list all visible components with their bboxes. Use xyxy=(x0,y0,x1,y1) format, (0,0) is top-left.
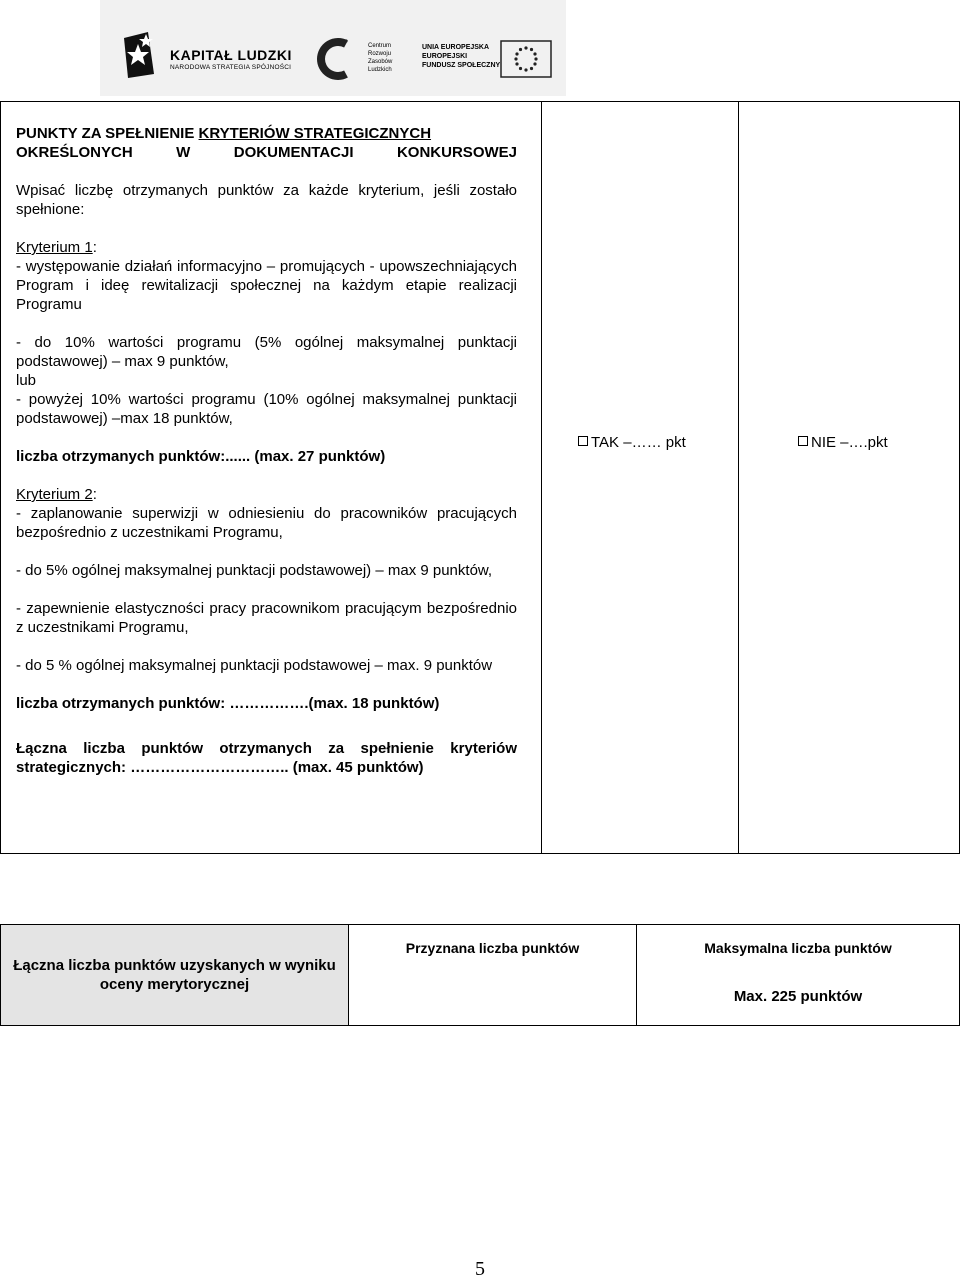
criterion-2-option-2: - do 5 % ogólnej maksymalnej punktacji podstawowej – max. 9 punktów xyxy=(16,657,493,674)
strategic-total-line: Łączna liczba punktów otrzymanych za spełnienie kryteriów strategicznych: ………………………….. (max. 45 punktów) xyxy=(16,740,517,776)
nie-checkbox[interactable] xyxy=(798,436,808,446)
kapital-ludzki-subtitle: NARODOWA STRATEGIA SPÓJNOŚCI xyxy=(170,64,292,71)
criterion-2-title: Kryterium 2: xyxy=(16,486,97,503)
criterion-1-option-2: - powyżej 10% wartości programu (10% ogólnej maksymalnej punktacji podstawowej) –max 18 punktów, xyxy=(16,391,517,427)
column-divider xyxy=(738,102,739,853)
criterion-1-option-1: - do 10% wartości programu (5% ogólnej maksymalnej punktacji podstawowej) – max 9 punktów, xyxy=(16,334,517,370)
logo-header xyxy=(100,0,566,96)
section-heading: PUNKTY ZA SPEŁNIENIE KRYTERIÓW STRATEGICZNYCH OKREŚLONYCH W DOKUMENTACJI KONKURSOWEJ xyxy=(16,125,517,161)
strategic-criteria-table xyxy=(0,101,960,854)
awarded-points-header: Przyznana liczba punktów xyxy=(405,940,580,956)
max-points-value: Max. 225 punktów xyxy=(733,988,863,1005)
max-points-header: Maksymalna liczba punktów xyxy=(704,940,892,956)
crzl-logo-text: Centrum Rozwoju Zasobów Ludzkich xyxy=(368,43,393,73)
awarded-points-column xyxy=(349,925,636,1025)
summary-label-cell: Łączna liczba punktów uzyskanych w wyniku oceny merytorycznej xyxy=(1,925,349,1025)
criterion-1-description: - występowanie działań informacyjno – promujących - upowszechniających Program i ideę rewitalizacji społecznej na każdym etapie realizacji Programu xyxy=(16,258,517,313)
criteria-cell xyxy=(16,124,517,777)
kapital-ludzki-emblem-icon xyxy=(122,30,156,80)
max-points-column xyxy=(637,925,959,1025)
criterion-1-score-line: liczba otrzymanych punktów:...... (max. 27 punktów) xyxy=(16,448,386,465)
criterion-2-description-2: - zapewnienie elastyczności pracy pracownikom pracującym bezpośrednio z uczestnikami Programu, xyxy=(16,600,517,636)
crzl-logo-icon xyxy=(316,38,366,80)
eu-flag-icon xyxy=(500,40,552,78)
criterion-1-title: Kryterium 1: xyxy=(16,239,97,256)
tak-option[interactable] xyxy=(578,434,686,451)
nie-label: NIE –….pkt xyxy=(811,434,888,451)
tak-checkbox[interactable] xyxy=(578,436,588,446)
page-number: 5 xyxy=(475,1258,485,1280)
column-divider xyxy=(541,102,542,853)
tak-label: TAK –…… pkt xyxy=(591,434,686,451)
eu-logo-text: UNIA EUROPEJSKA EUROPEJSKI FUNDUSZ SPOŁECZNY xyxy=(422,44,501,69)
criterion-2-score-line: liczba otrzymanych punktów: …………….(max. 18 punktów) xyxy=(16,695,440,712)
criterion-1-or: lub xyxy=(16,372,37,389)
summary-table xyxy=(0,924,960,1026)
instruction-text: Wpisać liczbę otrzymanych punktów za każde kryterium, jeśli zostało spełnione: xyxy=(16,182,517,218)
kapital-ludzki-logo-text: KAPITAŁ LUDZKI xyxy=(170,47,292,63)
nie-option[interactable] xyxy=(798,434,888,451)
criterion-2-option-1: - do 5% ogólnej maksymalnej punktacji podstawowej) – max 9 punktów, xyxy=(16,562,493,579)
criterion-2-description-1: - zaplanowanie superwizji w odniesieniu do pracowników pracujących bezpośrednio z uczestnikami Programu, xyxy=(16,505,517,541)
